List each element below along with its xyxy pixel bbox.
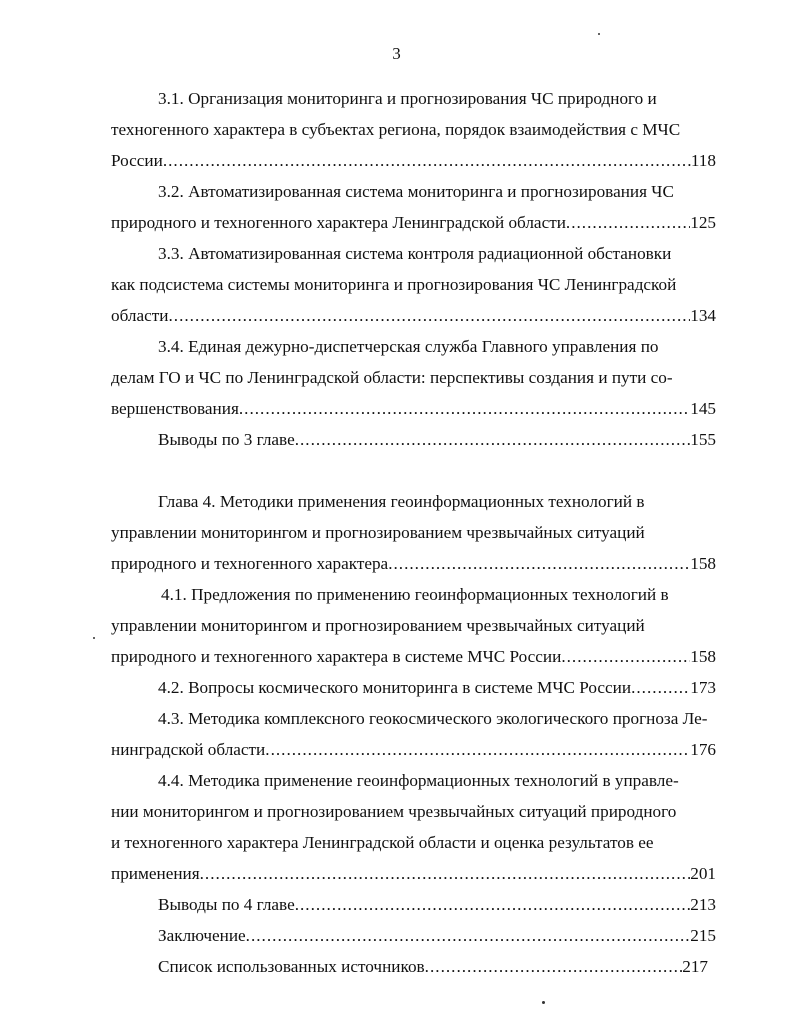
toc-entry-4-4-page: 201	[690, 864, 716, 883]
toc-entry-3-3-page: 134	[690, 306, 716, 325]
toc-entry-4-3-last-line: нинградской области	[111, 740, 266, 759]
leader-dots	[163, 145, 691, 176]
toc-entry-3-4-line-2: делам ГО и ЧС по Ленинградской области: перспективы создания и пути со-	[111, 368, 673, 387]
toc-entry-3-4-last-line: вершенствования	[111, 399, 239, 418]
toc-entry-3-2-page: 125	[690, 213, 716, 232]
toc-entry-4-1-line-2: управлении мониторингом и прогнозированием чрезвычайных ситуаций	[111, 616, 645, 635]
scan-speck	[93, 637, 95, 639]
toc-entry-4-2	[111, 672, 716, 703]
leader-dots	[566, 207, 690, 238]
toc-entry-references-text: Список использованных источников	[158, 957, 425, 976]
toc-entry-conclusion-page: 215	[690, 926, 716, 945]
toc-entry-4-3-page: 176	[690, 740, 716, 759]
toc-entry-conclusion-leader	[111, 920, 716, 951]
toc-entry-3-2	[111, 176, 716, 238]
toc-entry-3-1-line-1: 3.1. Организация мониторинга и прогнозирования ЧС природного и	[158, 89, 657, 108]
toc-entry-conclusions-4-text: Выводы по 4 главе	[158, 895, 295, 914]
toc-entry-chapter-4-page: 158	[690, 554, 716, 573]
leader-dots	[561, 641, 690, 672]
toc-entry-3-2-last-line: природного и техногенного характера Ленинградской области	[111, 213, 566, 232]
toc-entry-3-1-leader	[111, 145, 716, 176]
toc-entry-4-1-leader	[111, 641, 716, 672]
toc-entry-3-4	[111, 331, 716, 424]
toc-entry-conclusions-3-page: 155	[690, 430, 716, 449]
toc-entry-4-4-leader	[111, 858, 716, 889]
toc-entry-4-4-line-2: нии мониторингом и прогнозированием чрезвычайных ситуаций природного	[111, 802, 677, 821]
toc-entry-3-1	[111, 83, 716, 176]
toc-entry-4-1-line-1: 4.1. Предложения по применению геоинформационных технологий в	[161, 585, 669, 604]
scan-speck	[598, 33, 600, 35]
toc-entry-conclusions-4	[111, 889, 716, 920]
leader-dots	[265, 734, 690, 765]
toc-entry-references-page: 217	[682, 957, 708, 976]
toc-entry-4-1	[111, 579, 716, 672]
toc-entry-3-4-page: 145	[690, 399, 716, 418]
toc-entry-conclusion-text: Заключение	[158, 926, 246, 945]
toc-entry-4-4	[111, 765, 716, 889]
toc-entry-3-1-page: 118	[690, 151, 716, 170]
toc-entry-4-2-text: 4.2. Вопросы космического мониторинга в системе МЧС России	[158, 678, 632, 697]
toc-entry-3-1-line-2: техногенного характера в субъектах региона, порядок взаимодействия с МЧС	[111, 120, 681, 139]
leader-dots	[425, 951, 683, 982]
toc-entry-3-4-leader	[111, 393, 716, 424]
toc-entry-4-3-leader	[111, 734, 716, 765]
toc-entry-4-2-page: 173	[690, 678, 716, 697]
toc-entry-chapter-4-line-2: управлении мониторингом и прогнозированием чрезвычайных ситуаций	[111, 523, 645, 542]
toc-entry-3-2-line-1: 3.2. Автоматизированная система мониторинга и прогнозирования ЧС	[158, 182, 674, 201]
toc-entry-chapter-4-last-line: природного и техногенного характера	[111, 554, 389, 573]
toc-entry-conclusions-3	[111, 424, 716, 455]
leader-dots	[631, 672, 690, 703]
toc-entry-3-3-leader	[111, 300, 716, 331]
toc-entry-3-3	[111, 238, 716, 331]
scan-speck	[542, 1001, 545, 1004]
leader-dots	[388, 548, 690, 579]
toc-entry-chapter-4-leader	[111, 548, 716, 579]
toc-entry-4-4-last-line: применения	[111, 864, 200, 883]
leader-dots	[239, 393, 690, 424]
leader-dots	[295, 424, 691, 455]
leader-dots	[246, 920, 691, 951]
toc-entry-4-4-line-3: и техногенного характера Ленинградской области и оценка результатов ее	[111, 833, 654, 852]
leader-dots	[295, 889, 691, 920]
toc-entry-references	[111, 951, 716, 982]
table-of-contents	[111, 83, 716, 982]
toc-entry-conclusions-3-leader	[111, 424, 716, 455]
toc-entry-conclusion	[111, 920, 716, 951]
toc-entry-4-1-last-line: природного и техногенного характера в системе МЧС России	[111, 647, 562, 666]
toc-entry-3-3-line-1: 3.3. Автоматизированная система контроля радиационной обстановки	[158, 244, 672, 263]
page-number: 3	[392, 44, 401, 63]
toc-entry-4-3-line-1: 4.3. Методика комплексного геокосмического экологического прогноза Ле-	[158, 709, 708, 728]
toc-entry-conclusions-4-leader	[111, 889, 716, 920]
toc-entry-4-2-leader	[111, 672, 716, 703]
toc-entry-3-4-line-1: 3.4. Единая дежурно-диспетчерская служба Главного управления по	[158, 337, 659, 356]
leader-dots	[168, 300, 690, 331]
toc-entry-references-leader	[111, 951, 716, 982]
toc-entry-conclusions-3-text: Выводы по 3 главе	[158, 430, 295, 449]
toc-entry-conclusions-4-page: 213	[690, 895, 716, 914]
section-gap	[111, 455, 716, 486]
toc-entry-4-1-page: 158	[690, 647, 716, 666]
leader-dots	[200, 858, 691, 889]
toc-entry-3-2-leader	[111, 207, 716, 238]
toc-entry-chapter-4	[111, 486, 716, 579]
toc-entry-3-3-line-2: как подсистема системы мониторинга и прогнозирования ЧС Ленинградской	[111, 275, 677, 294]
toc-entry-3-1-last-line: России	[111, 151, 163, 170]
toc-entry-chapter-4-line-1: Глава 4. Методики применения геоинформационных технологий в	[158, 492, 645, 511]
toc-entry-4-4-line-1: 4.4. Методика применение геоинформационных технологий в управле-	[158, 771, 679, 790]
toc-entry-3-3-last-line: области	[111, 306, 169, 325]
toc-entry-4-3	[111, 703, 716, 765]
